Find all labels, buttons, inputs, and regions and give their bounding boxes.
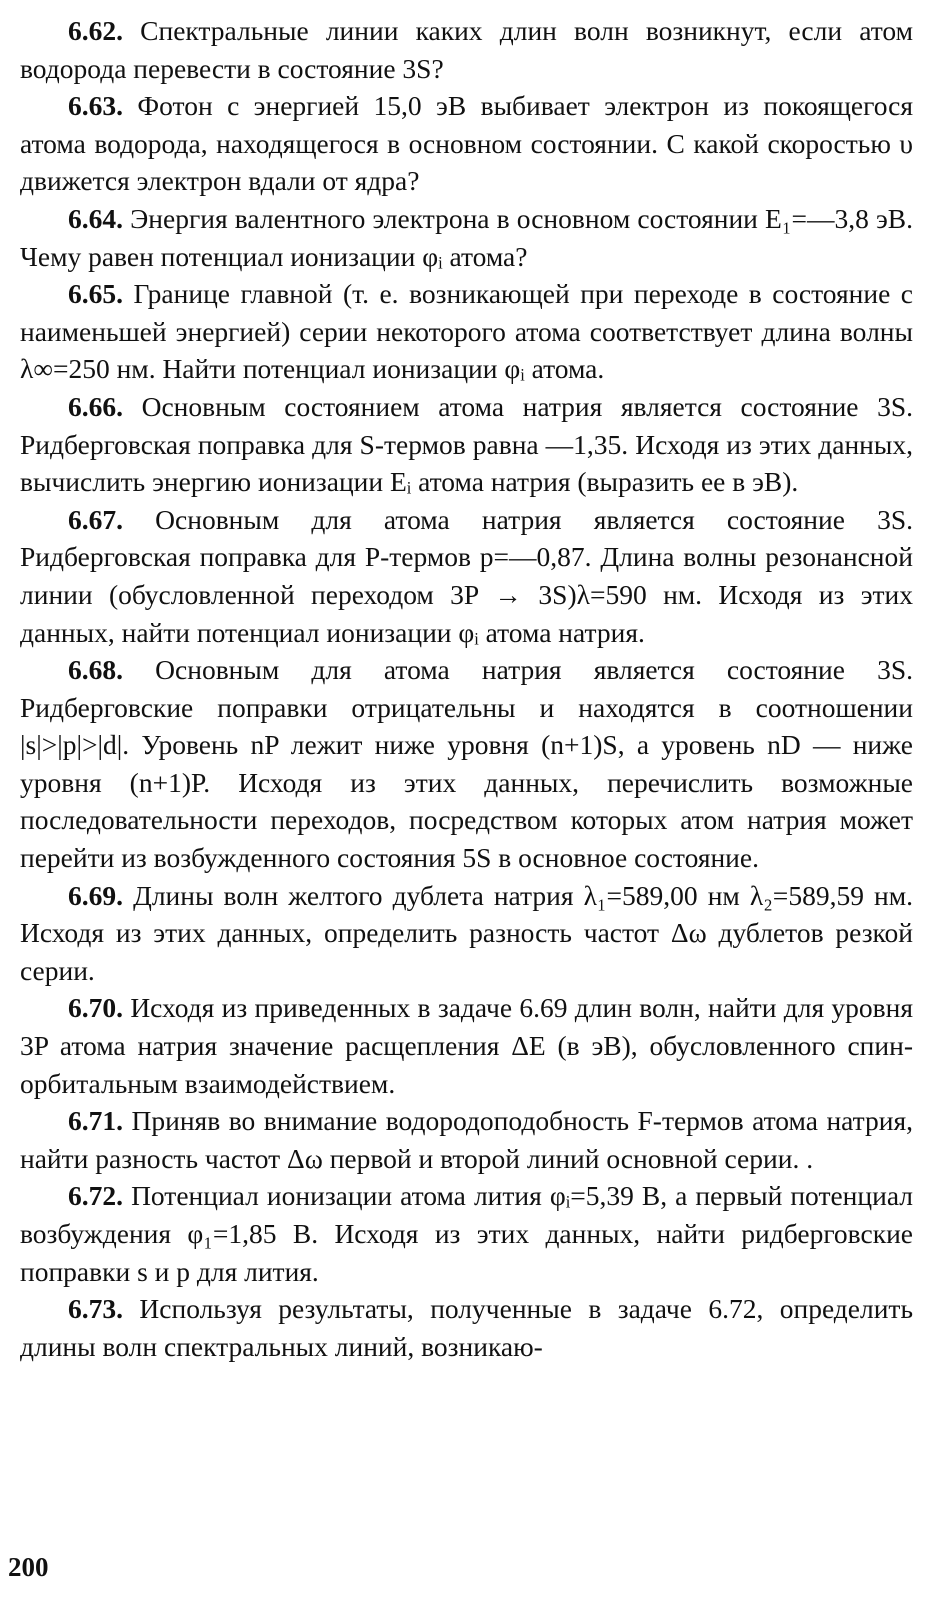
problem-text: Энергия валентного электрона в основном состоянии E₁=—3,8 эВ. Чему равен потенциал ионизации φᵢ атома?	[20, 202, 914, 272]
problem-text: Исходя из приведенных в задаче 6.69 длин волн, найти для уровня 3P атома натрия значение расщепления ΔE (в эВ), обусловленного спин-орбитальным взаимодействием.	[20, 992, 913, 1099]
problem-text: Фотон с энергией 15,0 эВ выбивает электрон из покоящегося атома водорода, находящегося в основном состоянии. С какой скоростью υ движется электрон вдали от ядра?	[20, 90, 913, 197]
problem-text: Длины волн желтого дублета натрия λ₁=589,00 нм λ₂=589,59 нм. Исходя из этих данных, определить разность частот Δω дублетов резкой серии.	[20, 879, 914, 986]
problem-number: 6.63.	[68, 90, 123, 122]
problem-number: 6.71.	[68, 1105, 123, 1137]
problem-text: Основным для атома натрия является состояние 3S. Ридберговская поправка для P-термов p=—0,87. Длина волны резонансной линии (обусловленной переходом 3P → 3S)λ=590 нм. Исходя из этих данных, найти потенциал ионизации φᵢ атома натрия.	[20, 503, 913, 648]
problem-6-70	[20, 989, 913, 1102]
problem-number: 6.64.	[68, 202, 123, 234]
problem-6-67	[20, 501, 913, 651]
problem-text: Основным состоянием атома натрия является состояние 3S. Ридберговская поправка для S-термов равна —1,35. Исходя из этих данных, вычислить энергию ионизации Eᵢ атома натрия (выразить ее в эВ).	[20, 390, 914, 498]
problem-text: Приняв во внимание водородоподобность F-термов атома натрия, найти разность частот Δω первой и второй линий основной серии. .	[20, 1105, 914, 1174]
problem-number: 6.70.	[68, 992, 123, 1024]
problem-number: 6.67.	[68, 503, 123, 535]
problem-6-64	[20, 200, 913, 275]
problem-number: 6.73.	[68, 1293, 123, 1325]
problem-text: Спектральные линии каких длин волн возникнут, если атом водорода перевести в состояние 3S?	[20, 15, 913, 84]
problem-6-69	[20, 877, 913, 990]
problem-text: Используя результаты, полученные в задаче 6.72, определить длины волн спектральных линий, возникаю-	[20, 1293, 913, 1362]
page-body	[20, 12, 913, 1365]
problem-number: 6.68.	[68, 654, 123, 686]
problem-6-66	[20, 388, 913, 501]
page-number: 200	[8, 1552, 49, 1582]
problem-6-65	[20, 275, 913, 388]
problem-6-72	[20, 1177, 913, 1290]
problem-6-73	[20, 1290, 913, 1365]
problem-6-63	[20, 87, 913, 200]
problem-number: 6.65.	[68, 278, 123, 310]
problem-6-71	[20, 1102, 913, 1177]
problem-text: Основным для атома натрия является состояние 3S. Ридберговские поправки отрицательны и находятся в соотношении |s|>|p|>|d|. Уровень nP лежит ниже уровня (n+1)S, а уровень nD — ниже уровня (n+1)P. Исходя из этих данных, перечислить возможные последовательности переходов, посредством которых атом натрия может перейти из возбужденного состояния 5S в основное состояние.	[20, 654, 913, 874]
problem-number: 6.69.	[68, 879, 123, 911]
problem-6-68	[20, 651, 913, 877]
problem-number: 6.72.	[68, 1180, 123, 1212]
problem-text: Потенциал ионизации атома лития φᵢ=5,39 В, а первый потенциал возбуждения φ₁=1,85 В. Исходя из этих данных, найти ридберговские поправки s и p для лития.	[20, 1180, 913, 1287]
problem-text: Границе главной (т. е. возникающей при переходе в состояние с наименьшей энергией) серии некоторого атома соответствует длина волны λ∞=250 нм. Найти потенциал ионизации φᵢ атома.	[20, 278, 914, 385]
problem-number: 6.66.	[68, 390, 123, 422]
problem-6-62	[20, 12, 913, 87]
problem-number: 6.62.	[68, 15, 123, 46]
